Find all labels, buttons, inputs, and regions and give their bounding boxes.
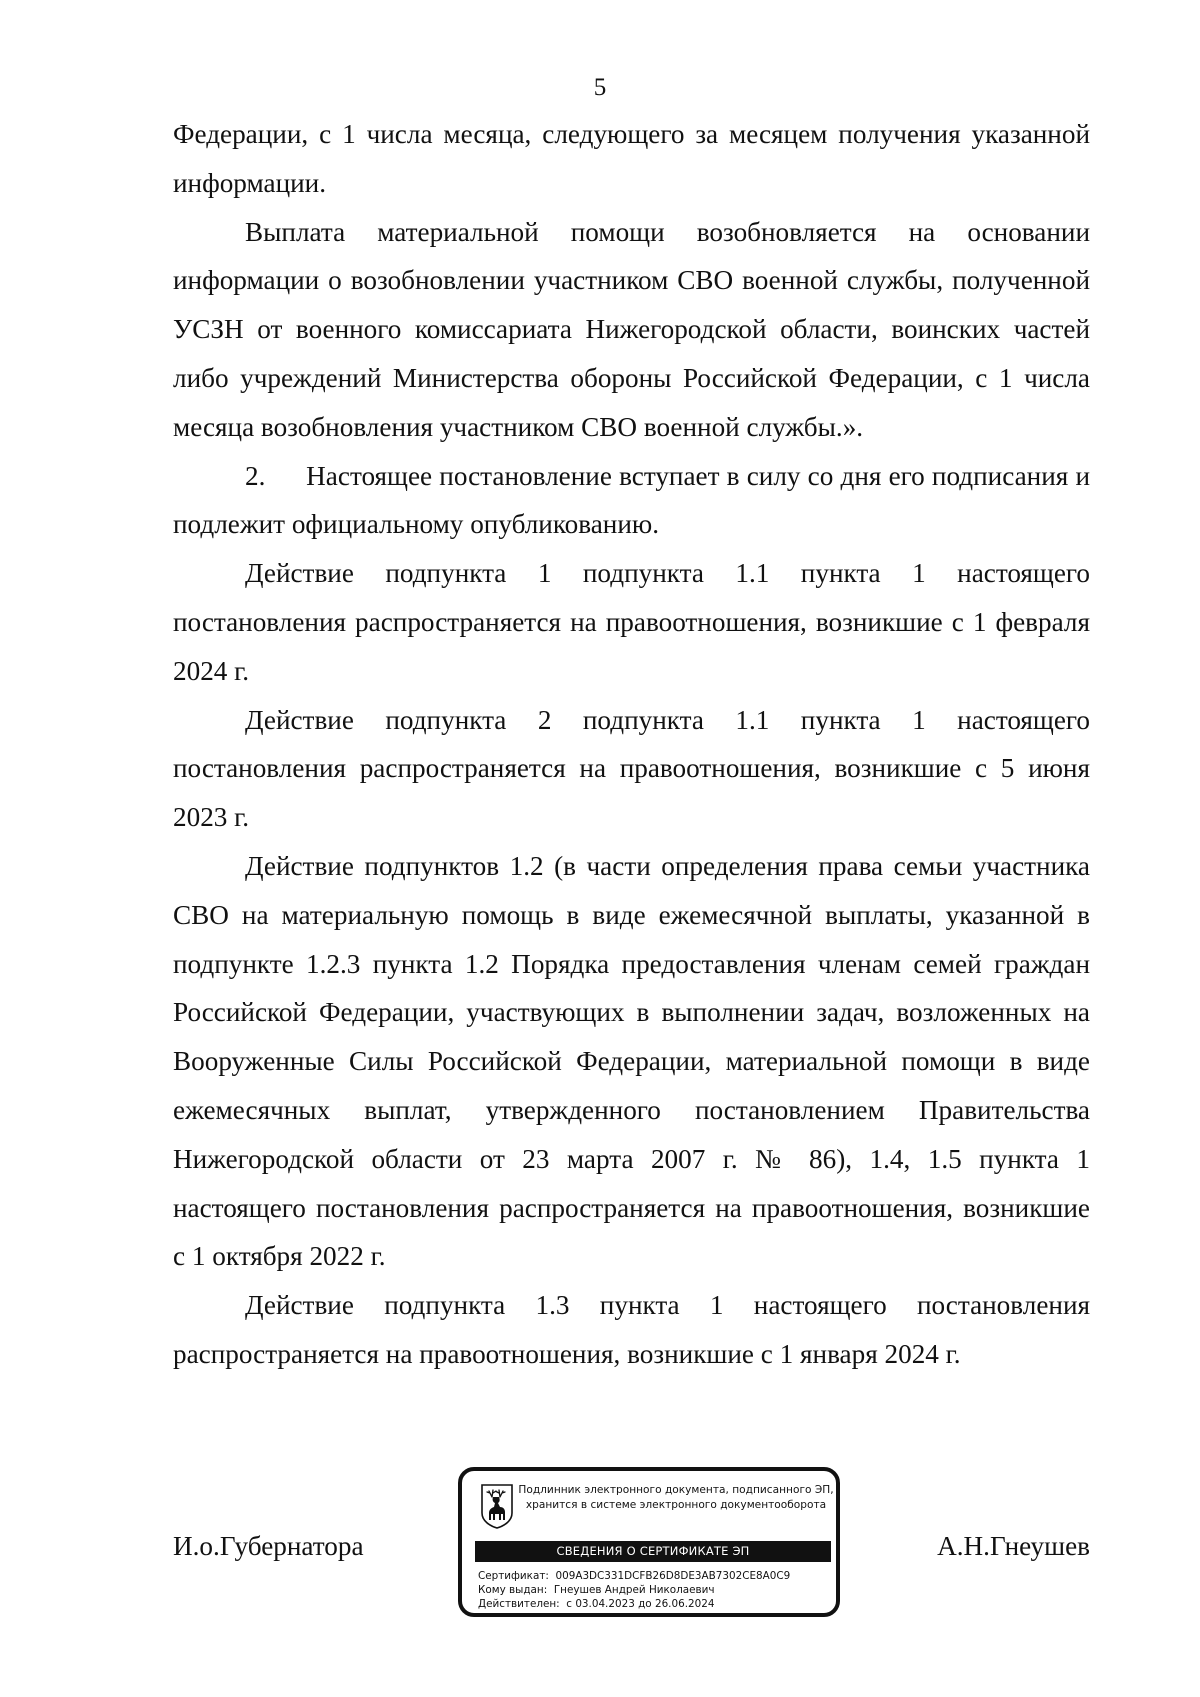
paragraph-effect-3: Действие подпунктов 1.2 (в части определения права семьи участника СВО на материальную помощь в виде ежемесячной выплаты, указанной в подпункте 1.2.3 пункта 1.2 Порядка предоставления членам семей граждан Российской Федерации, участвующих в выполнении задач, возложенных на Вооруженные Силы Российской Федерации, материальной помощи в виде ежемесячных выплат, утвержденного постановлением Правительства Нижегородской области от 23 марта 2007 г. № 86), 1.4, 1.5 пункта 1 настоящего постановления распространяется на правоотношения, возникшие с 1 октября 2022 г. xyxy=(173,850,1090,1272)
paragraph-item-2: 2. Настоящее постановление вступает в силу со дня его подписания и подлежит официальному опубликованию. xyxy=(173,460,1090,540)
valid-row xyxy=(478,1597,790,1611)
document-body xyxy=(173,110,1090,1379)
stamp-details xyxy=(478,1569,790,1611)
signer-position: И.о.Губернатора xyxy=(173,1531,364,1561)
issued-to-value: Гнеушев Андрей Николаевич xyxy=(553,1584,715,1596)
electronic-signature-stamp xyxy=(458,1467,840,1617)
certificate-label: Сертификат: xyxy=(478,1570,549,1582)
paragraph-effect-1: Действие подпункта 1 подпункта 1.1 пункта 1 настоящего постановления распространяется на правоотношения, возникшие с 1 февраля 2024 г. xyxy=(173,558,1090,686)
paragraph-effect-2: Действие подпункта 2 подпункта 1.1 пункта 1 настоящего постановления распространяется на правоотношения, возникшие с 5 июня 2023 г. xyxy=(173,704,1090,833)
stamp-header xyxy=(518,1483,834,1513)
certificate-row xyxy=(478,1569,790,1583)
issued-to-label: Кому выдан: xyxy=(478,1584,548,1596)
valid-value: с 03.04.2023 до 26.06.2024 xyxy=(566,1598,715,1610)
paragraph-payment-resume: Выплата материальной помощи возобновляется на основании информации о возобновлении участником СВО военной службы, полученной УСЗН от военного комиссариата Нижегородской области, воинских частей либо учреждений Министерства обороны Российской Федерации, с 1 числа месяца возобновления участником СВО военной службы.». xyxy=(173,216,1090,442)
stamp-header-line1: Подлинник электронного документа, подписанного ЭП, xyxy=(518,1484,834,1496)
signer-name: А.Н.Гнеушев xyxy=(937,1531,1090,1561)
paragraph-effect-4: Действие подпункта 1.3 пункта 1 настоящего постановления распространяется на правоотношения, возникшие с 1 января 2024 г. xyxy=(173,1290,1090,1369)
stamp-header-line2: хранится в системе электронного документооборота xyxy=(525,1499,827,1511)
page-number: 5 xyxy=(593,74,607,101)
paragraph-continuation: Федерации, с 1 числа месяца, следующего за месяцем получения указанной информации. xyxy=(173,119,1090,198)
certificate-value: 009A3DC331DCFB26D8DE3AB7302CE8A0C9 xyxy=(555,1570,791,1582)
valid-label: Действителен: xyxy=(478,1598,560,1610)
stamp-title-bar: СВЕДЕНИЯ О СЕРТИФИКАТЕ ЭП xyxy=(475,1541,831,1562)
deer-emblem-icon xyxy=(480,1483,514,1529)
issued-to-row xyxy=(478,1583,790,1597)
